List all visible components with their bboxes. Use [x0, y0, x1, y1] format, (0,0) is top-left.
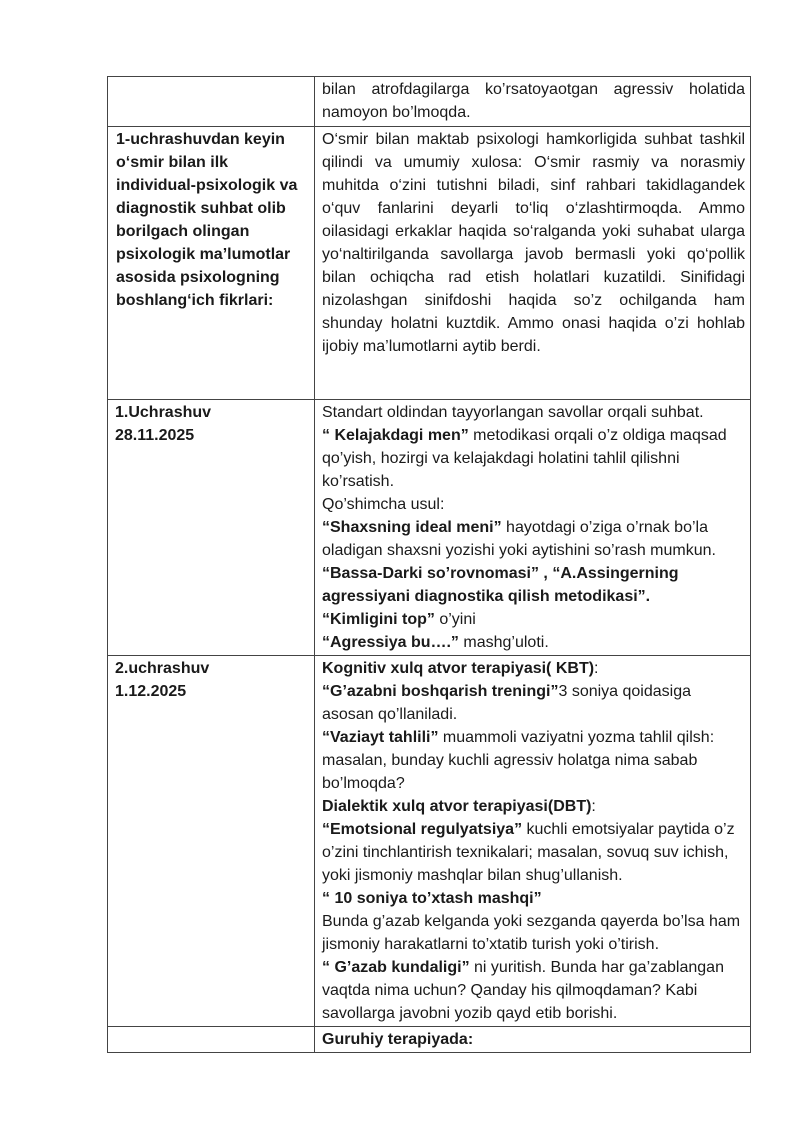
row5-left-cell — [108, 1027, 315, 1053]
table-row — [108, 77, 751, 127]
row4-left-cell — [108, 656, 315, 1027]
row5-right-cell — [315, 1027, 751, 1053]
session2-line-4: Dialektik xulq atvor terapiyasi(DBT): — [322, 798, 596, 815]
session1-line-1: Standart oldindan tayyorlangan savollar orqali suhbat. — [322, 404, 704, 421]
session1-line-3: Qo’shimcha usul: — [322, 496, 445, 513]
row2-text: O‘smir bilan maktab psixologi hamkorligida suhbat tashkil qilindi va umumiy xulosa: O‘smir rasmiy va norasmiy muhitda o‘zini tutishni biladi, sinf rahbari takidlagandek o‘quv fanlarini deyarli to‘liq o‘zlashtirmoqda. Ammo oilasidagi erkaklar haqida so‘ralganda yoki suhabat ularga yo‘naltirilganda savollarga javob bermasli yoki qo‘pollik bilan ochiqcha rad etish holatlari kuzatildi. Sinifidagi nizolashgan sinifdoshi haqida so’z ochilganda ham shunday holatni kuztdik. Ammo onasi haqida o’zi hohlab ijobiy ma’lumotlarni aytib berdi. — [322, 131, 745, 355]
session-plan-table — [107, 76, 751, 1053]
session2-date: 1.12.2025 — [115, 683, 187, 700]
session2-line-8: “ G’azab kundaligi” ni yuritish. Bunda har ga’zablangan vaqtda nima uchun? Qanday his qilmoqdaman? Kabi savollarga javobni yozib qayd etib borishi. — [322, 959, 724, 1022]
session1-line-7: “Agressiya bu….” mashg’uloti. — [322, 634, 549, 651]
row1-left-cell — [108, 77, 315, 127]
session2-line-5: “Emotsional regulyatsiya” kuchli emotsiyalar paytida o’z o’zini tinchlantirish texnikalari; masalan, sovuq suv ichish, yoki jismoniy mashqlar bilan shug’ullanish. — [322, 821, 735, 884]
session2-line-1: Kognitiv xulq atvor terapiyasi( KBT): — [322, 660, 599, 677]
group-therapy-heading: Guruhiy terapiyada: — [322, 1031, 474, 1048]
row3-right-cell — [315, 400, 751, 656]
session1-line-2: “ Kelajakdagi men” metodikasi orqali o’z oldiga maqsad qo’yish, hozirgi va kelajakdagi holatini tahlil qilishni ko’rsatish. — [322, 427, 727, 490]
row4-right-cell — [315, 656, 751, 1027]
session1-date: 28.11.2025 — [115, 427, 195, 444]
game-kimligini-top: “Kimligini top” — [322, 611, 435, 628]
session2-line-3: “Vaziayt tahlili” muammoli vaziyatni yozma tahlil qilsh: masalan, bunday kuchli agressiv holatga nima sabab bo’lmoqda? — [322, 729, 715, 792]
session1-line-6: “Kimligini top” o’yini — [322, 611, 476, 628]
session1-title: 1.Uchrashuv — [115, 404, 212, 421]
session2-line-2: “G’azabni boshqarish treningi”3 soniya qoidasiga asosan qo’llaniladi. — [322, 683, 692, 723]
table-row — [108, 127, 751, 400]
exercise-agressiya-bu: “Agressiya bu….” — [322, 634, 459, 651]
session2-line-6: “ 10 soniya to’xtash mashqi” — [322, 890, 542, 907]
session2-title: 2.uchrashuv — [115, 660, 210, 677]
session2-line-7: Bunda g’azab kelganda yoki sezganda qayerda bo’lsa ham jismoniy harakatlarni to’xtatib turish yoki o’tirish. — [322, 913, 741, 953]
row1-text: bilan atrofdagilarga ko’rsatoyaotgan agressiv holatida namoyon bo’lmoqda. — [322, 81, 745, 121]
table-row — [108, 656, 751, 1027]
method-kelajakdagi-men: “ Kelajakdagi men” — [322, 427, 469, 444]
table-row — [108, 1027, 751, 1053]
method-ideal-men: “Shaxsning ideal meni” — [322, 519, 502, 536]
session1-line-4: “Shaxsning ideal meni” hayotdagi o’ziga o’rnak bo’la oladigan shaxsni yozishi yoki aytishini so’rash mumkun. — [322, 519, 716, 559]
row2-label: 1-uchrashuvdan keyin o‘smir bilan ilk individual-psixologik va diagnostik suhbat olib borilgach olingan psixologik ma’lumotlar asosida psixologning boshlang‘ich fikrlari: — [116, 131, 298, 309]
row3-left-cell — [108, 400, 315, 656]
row2-left-cell — [108, 127, 315, 400]
table-row — [108, 400, 751, 656]
method-bassa-darki: “Bassa-Darki so’rovnomasi” , “A.Assingerning agressiyani diagnostika qilish metodikasi”. — [322, 565, 679, 605]
row1-right-cell — [315, 77, 751, 127]
session1-line-5 — [322, 562, 745, 608]
row2-right-cell — [315, 127, 751, 400]
